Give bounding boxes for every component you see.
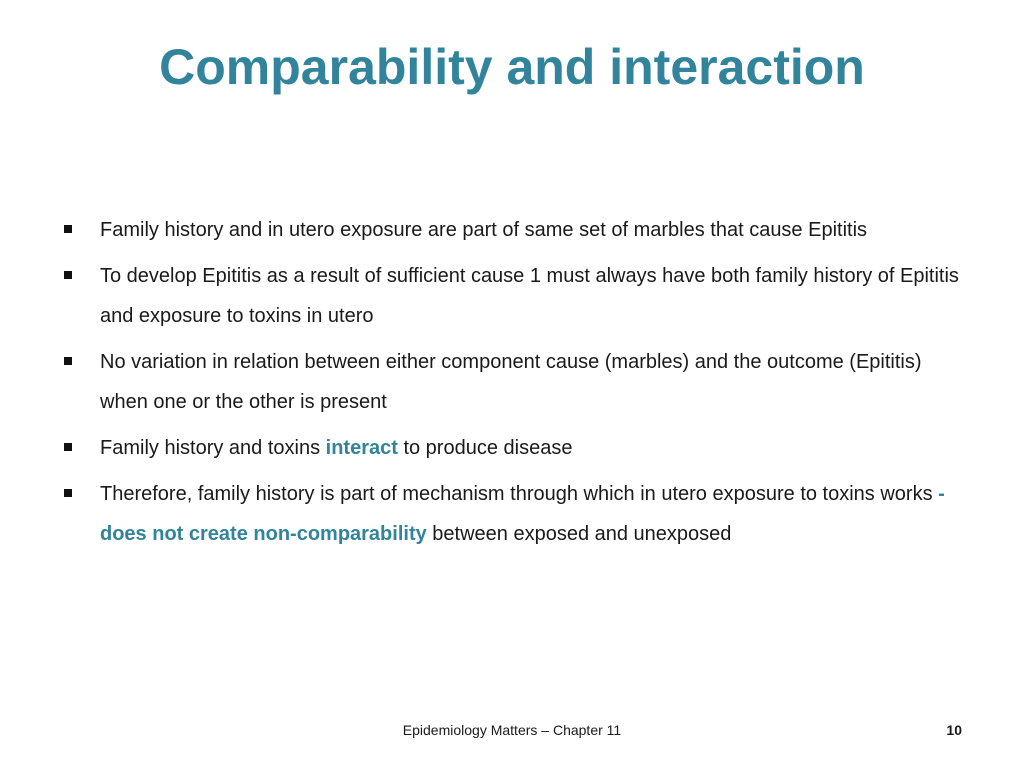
- slide-title: Comparability and interaction: [159, 39, 865, 95]
- square-bullet-icon: [64, 357, 72, 365]
- bullet-text-post: between exposed and unexposed: [426, 523, 732, 545]
- bullet-accent-text: interact: [325, 437, 398, 459]
- bullet-text: No variation in relation between either component cause (marbles) and the outcome (Epititis) when one or the other is present: [100, 351, 922, 413]
- bullet-text: To develop Epititis as a result of sufficient cause 1 must always have both family history of Epititis and exposure to toxins in utero: [100, 265, 959, 327]
- bullet-accent-text: - does not create non-comparability: [100, 483, 945, 545]
- square-bullet-icon: [64, 443, 72, 451]
- square-bullet-icon: [64, 271, 72, 279]
- bullet-list: [64, 210, 964, 560]
- bullet-text-pre: Family history and toxins: [100, 437, 326, 459]
- page-number: 10: [946, 722, 962, 738]
- bullet-item: [64, 342, 964, 422]
- bullet-item: [64, 474, 964, 554]
- bullet-item: [64, 210, 964, 250]
- bullet-text-post: to produce disease: [397, 437, 573, 459]
- square-bullet-icon: [64, 489, 72, 497]
- square-bullet-icon: [64, 225, 72, 233]
- bullet-text: Family history and in utero exposure are part of same set of marbles that cause Epititis: [100, 219, 868, 241]
- bullet-item: [64, 256, 964, 336]
- footer-text: Epidemiology Matters – Chapter 11: [402, 722, 622, 738]
- bullet-text-pre: Therefore, family history is part of mechanism through which in utero exposure to toxins works: [100, 483, 939, 505]
- bullet-item: [64, 428, 964, 468]
